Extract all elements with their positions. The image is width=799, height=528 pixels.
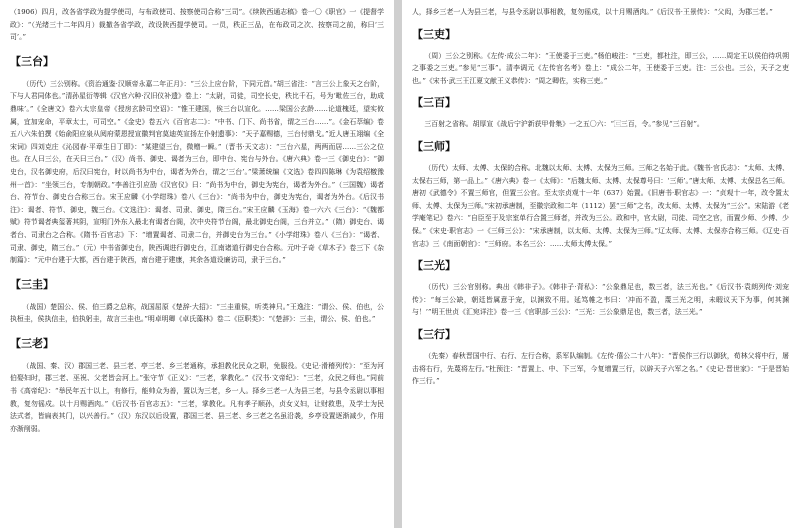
left-intro-paragraph: （1906）四月，改各省学政为提学使司，与布政使司、按察使司合称“三司”。《续陕西通志稿》卷一〇《职官》一《提督学政》：“（光绪三十二年四月）裁撤各省学政，改设陕西提学使司。一员，秩正三品，在布政司之次、按察司之前，称曰‘三司’。” [10,8,384,42]
entry-heading-sanli: 【三吏】 [412,27,456,41]
entry-heading-sanshi: 【三师】 [412,139,456,153]
book-gutter [394,0,402,528]
right-intro-paragraph: 人，择乡三老一人为县三老，与县令丞尉以事相教，复勿徭戍，以十月赐酒肉。”《后汉书·王景传》：“父闳，为郡三老。” [412,8,773,16]
entry-body-sanguang: （历代）三公官别称。典出《韩非子》。《韩非子·背私》：“公象鼎足也，数三者，法三光也。”《后汉书·袁朗列传·刘宠传》：“每三公缺，朝廷皆属意于宠，以渊致不用。延笃帷之韦曰：‘冲而不盈，蔑三光之明，未暇议天下为事，何其渊与！’”明王世贞《汇宛详注》卷一三《官职部·三公》：“三光：三公象鼎足也，数三者，法三光。” [412,283,789,317]
right-page [402,0,799,528]
entry-heading-sanbai: 【三百】 [412,96,456,110]
entry-heading-sanlao: 【三老】 [10,336,54,350]
entry-body-sanshi: （历代）太师、太傅、太保的合称。北魏以太师、太傅、太保为三师。三师之名始于此。《魏书·官氏志》：“太师、太傅、太保右三师，第一品上。”《唐六典》卷一《太师》：“后魏太师、太傅、太保尊号曰：‘三师’。”唐太师、太傅、太保总名三师。唐初《武德令》不置三师官，但置三公官。至太宗贞观十一年（637）始置。《旧唐书·职官志》一：“贞观十一年，改令置太师、太傅、太保为三师。”宋初承唐制，至徽宗政和二年（1112）罢“三师”之名，改太师、太傅、太保为“三公”。宋陆游《老学庵笔记》卷六：“自臣至于及宗室单行合置三师者，并改为三公。政和中，官太尉，司徒、司空之官，而置少师、少傅、少保。”《宋史·职官志》一《三师三公》：“宋承唐制，以太师、太傅、太保为三师。”辽太师、太傅、太保亦合称三师。《辽史·百官志》三《南面朝官》：“三师府。本名三公：……太师太傅太保。” [412,163,789,248]
entry-body-sanlao: （战国、秦、汉）郡国三老、县三老、亭三老、乡三老通称，承担教化民众之职，免服役。《史记·滑稽列传》：“至为河伯娶妇时，郡三老、巫祝、父老皆会河上。”张守节《正义》：“三老，掌教化。”《汉书·文帝纪》：“三老，众民之师也。”同前书《高帝纪》：“举民年五十以上，有修行，能帅众为善，置以为三老，乡一人。择乡三老一人为县三老，与县令丞尉以事相教，复勿徭戍。以十月赐酒肉。”《后汉书·百官志五》：“三老，掌教化。凡有孝子顺孙，贞女义妇，让财救患，及学士为民法式者，皆扁表其门，以兴善行。”（汉）东汉以后设置，郡国三老、县三老、乡三老之名虽沿袭，乡亭设置逐渐减少，作用亦渐削弱。 [10,361,384,433]
entry-body-sanbai: 三百射之省称。胡厚宣《战后宁沪新获甲骨集》一之五〇六：“⿷三百，令。”参见“三百射”。 [424,120,704,129]
entry-heading-sangui: 【三圭】 [10,277,54,291]
entry-body-sanli: （周）三公之别称。《左传·成公二年》：“王使委于三吏。”杨伯峻注：“三吏，都杜注，即三公，……周定王以侯伯待巩朔之事委之三吏。”参见“三事”。清李调元《左传官名考》卷上：“成公二年，王使委于三吏。注：三公也。三公，天子之吏也。”《宋书·武三王江夏文献王义恭传》：“周之卿佐，实称三吏。” [412,51,789,85]
entry-heading-santai: 【三台】 [10,54,54,68]
left-page [0,0,394,528]
entry-body-sangui: （战国）楚国公、侯、伯三爵之总称，战国屈原《楚辞·大招》：“三圭重侯，听类神只。”王逸注：“谓公、侯、伯也，公执桓圭，侯执信圭，伯执躬圭，故言三圭也。”明卓明卿《卓氏藻林》卷二《臣职类》：“《楚辞》：三圭，谓公、侯、伯也。” [10,302,384,324]
entry-body-santai: （历代）三公别称。《资治通鉴·汉顺帝永嘉二年正月》：“三公上应台阶，下同元首。”胡三省注：“言三公上象天之台阶，下与人君同体也。”清孙星衍等辑《汉官六种·汉旧仪补遗》卷上：“太尉，司徒，司空长史，秩比千石，号为‘毗佐三台，助成鼎味’。”《全唐文》卷六太宗皇帝《授房玄龄司空诏》：“惟王建国，俟三台以宣化。……梁国公玄龄……论道槐廷，望实攸属，宜加宠命，平章太士，可司空。”《金史》卷五六《百官志二》：“中书、门下、尚书省，谓之三台……”。《金石萃编》卷五八六朱伯撰《始俞阳应泉从阅府蒙恩授宣徽判官莫迪英宣扬左仆射遗事》：“天子嘉赐德，三台付鼎戈。”近人唐玉翊编《全宋词》四刘克庄《沁园春·平章生日丁即》：“某建望三台，微赠一瞬。”（晋书·天文志）：“三台六星，两两而居……三公之位也。在人曰三公，在天曰三台。”（汉）尚书、御史、谒者为三台，即中台、宪台与外台。《唐六典》卷一三《御史台》：“御史台，汉名御史府，后汉曰宪台，时以尚书为中台，谒者为外台，谓之‘三台’。”梁萧统编《文选》卷四四陈琳《为袁绍檄豫州一首》：“坐领三台，专制朝政。”李善注引应劭《汉官仪》曰：“尚书为中台，御史为宪台，谒者为外台。”（三国魏）谒者台、符节台、御史台合称三台。宋王应麟《小学绀珠》卷八《三台》：“尚书为中台，御史为宪台，谒者为外台。《后汉书注》：谒者、符节、御史，魏三台。《文选注》：谒者、司隶、御史，隋三台。”宋王应麟《玉海》卷一六六《三台》：“《魏都赋》符节谒者典玺著其阴，宣明门外东入最北有谒者台阁，次中央符节台阁，最北御史台阁，三台并立。”（隋）御史台、谒者台、司隶台之合称。《隋书·百官志》下：“增置谒者、司隶二台，并御史台为三台。”《小学绀珠》卷八《三台》：“谒者、司隶、御史，隋三台。”（元）中书省御史台，陕西调进行御史台，江南诸道行御史台合称。元叶子奇《草木子》卷三下《杂制篇》：“元中台建于大都，西台建于陕西，南台建于建康，其余各道设廉访司，隶于三台。” [10,79,384,265]
entry-body-sanhang: （先秦）春秋晋国中行、右行、左行合称，系军队编制。《左传·僖公二十八年》：“晋侯作三行以御狄，荀林父将中行，屠击将右行，先蔑将左行。”杜预注：“晋置上、中、下三军，今复增置三行，以辟天子六军之名。”《史记·晋世家》：“于是晋始作三行。” [412,351,789,386]
entry-heading-sanguang: 【三光】 [412,259,456,273]
entry-heading-sanhang: 【三行】 [412,327,456,341]
